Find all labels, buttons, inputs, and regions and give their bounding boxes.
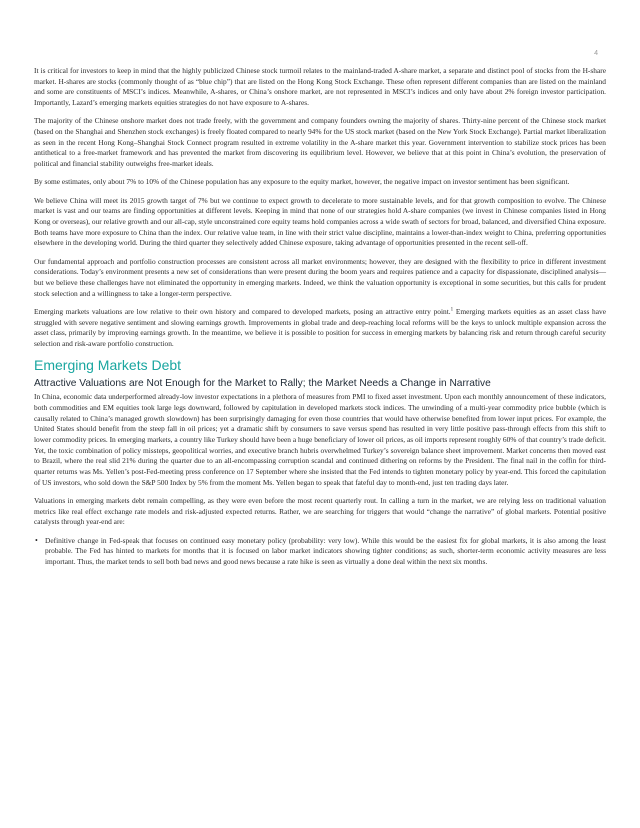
list-item-text: Definitive change in Fed-speak that focuses on continued easy monetary policy (probability: very low). While this would be the easiest fix for global markets, it is also among the least probable. The Fed has hinted to markets for months that it is focused on labor market indicators showing tighter conditions; as such, shorter-term economic activity measures are less important. Thus, the market tends to sell both bad news and good news because a rate hike is seen as virtually a done deal within the next six months. [45, 535, 606, 567]
catalyst-list [34, 536, 606, 568]
bullet-icon: • [35, 535, 38, 545]
list-item [34, 536, 606, 568]
paragraph-a-share-market: It is critical for investors to keep in mind that the highly publicized Chinese stock turmoil relates to the mainland-traded A-share market, a separate and distinct pool of stocks from the H-share market. H-shares are stocks (commonly thought of as “blue chip”) that are listed on the Hong Kong Stock Exchange. These often represent different companies than are listed on the mainland and some are constituents of MSCI’s indices. Meanwhile, A-shares, or China’s onshore market, are not represented in MSCI’s indices and only have about 2% foreign investor participation. Importantly, Lazard’s emerging markets equities strategies do not have exposure to A-shares. [34, 66, 606, 108]
page-number: 4 [594, 50, 598, 57]
paragraph-population-exposure: By some estimates, only about 7% to 10% of the Chinese population has any exposure to the equity market, however, the negative impact on investor sentiment has been significant. [34, 177, 570, 187]
paragraph-valuations-text-1: Emerging markets valuations are low relative to their own history and compared to developed markets, posing an attractive entry point. [34, 306, 451, 316]
paragraph-onshore-market: The majority of the Chinese onshore market does not trade freely, with the government and company founders owning the majority of shares. Thirty-nine percent of the Chinese stock market (based on the Shanghai and Shenzhen stock exchanges) is freely floated compared to nearly 94% for the US stock market (based on the New York Stock Exchange). Partial market liberalization as seen in the recent Hong Kong–Shanghai Stock Connect program resulted in extreme volatility in the A-share market this year. Government intervention to stabilize stock prices has been antithetical to a free-market framework and has prevented the market from discovering its equilibrium level. However, we believe that at this point in China’s evolution, the preservation of political and financial stability outweighs free-market ideals. [34, 116, 606, 169]
paragraph-growth-target: We believe China will meet its 2015 growth target of 7% but we continue to expect growth to decelerate to more sustainable levels, and for that growth composition to evolve. The Chinese market is vast and our teams are finding opportunities at different levels. Keeping in mind that none of our strategies hold A-share companies (we invest in Chinese companies listed in Hong Kong or overseas), our relative growth and our all-cap, style unconstrained core equity teams hold companies across a wide swath of sectors for broad, balanced, and diversified China exposure. Both teams have more exposure to China than the index. Our relative value team, in line with their strict value discipline, maintains a lower-than-index weight to China, preferring opportunities elsewhere in the developing world. During the third quarter they selectively added Chinese exposure, taking advantage of opportunities presented in the recent sell-off. [34, 195, 606, 248]
subsection-title: Attractive Valuations are Not Enough for the Market to Rally; the Market Needs a Change in Narrative [34, 378, 491, 390]
section-title: Emerging Markets Debt [34, 357, 182, 374]
paragraph-china-economic-data: In China, economic data underperformed already-low investor expectations in a plethora of measures from PMI to fixed asset investment. Upon each monthly announcement of these indicators, both commodities and EM equities took large legs downward, followed by capitulation in developed markets stock indices. The unwinding of a multi-year commodity price bubble (which is causally related to China’s managed growth slowdown) has been surprisingly damaging for even those countries that would have otherwise benefited from lower input prices. For example, the United States should benefit from the steep fall in oil prices; yet a dramatic shift by consumers to save versus spend has resulted in very little positive pass-through effects from this shift to lower commodity prices. In emerging markets, a country like Turkey should have been a huge beneficiary of lower oil prices, as oil imports represent roughly 60% of that country’s trade deficit. Yet, the toxic combination of policy missteps, geopolitical worries, and executive branch hubris overwhelmed Turkey’s sovereign balance sheet improvement. Market concerns then moved east to Brazil, where the real slid 21% during the quarter due to an all-encompassing corruption scandal and continued dithering on reforms by the President. The final nail in the coffin for third-quarter returns was Ms. Yellen’s post-Fed-meeting press conference on 17 September where she insisted that the Fed intends to tighten monetary policy by year-end. This forced the capitulation of US investors, who sold down the S&P 500 Index by 5% from the moment Ms. Yellen began to speak that fateful day to month-end, just ten trading days later. [34, 392, 606, 487]
document-body [34, 66, 606, 568]
paragraph-valuations-text-2: Emerging markets equities as an asset class have struggled with severe negative sentiment and slowing earnings growth. Improvements in global trade and deep-reaching local reforms will be the keys to unlock multiple expansion across the asset class, primarily by improving earnings growth. In the meantime, we believe it is possible to position for success in emerging markets by balancing risk and return through careful security selection and risk-aware portfolio construction. [34, 306, 606, 348]
footnote-marker: 1 [450, 307, 454, 313]
paragraph-debt-valuations: Valuations in emerging markets debt remain compelling, as they were even before the most recent quarterly rout. In calling a turn in the market, we are relying less on traditional valuation metrics like real effect exchange rate models and risk-adjusted expected returns. Rather, we are searching for triggers that would “change the narrative” of global markets. Potential positive catalysts through year-end are: [34, 496, 606, 527]
paragraph-fundamental-approach: Our fundamental approach and portfolio construction processes are consistent across all market environments; however, they are designed with the flexibility to price in different investment considerations. Today’s environment presents a new set of considerations than were present during the boom years and requires patience and a capacity for dispassionate, disciplined analysis—but we believe these challenges have not eliminated the opportunity in emerging markets. Indeed, we think the valuation opportunity is exceptional in some securities, but this calls for prudent stock selection and a willingness to take a longer-term perspective. [34, 256, 606, 298]
paragraph-valuations [34, 307, 606, 350]
